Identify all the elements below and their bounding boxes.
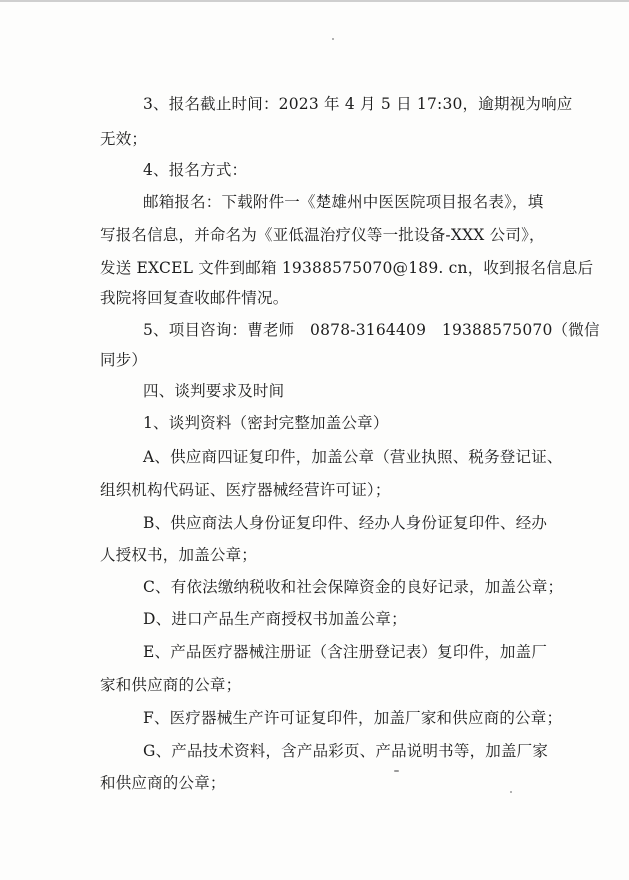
- text-line: 无效；: [100, 130, 148, 148]
- text-line: 发送 EXCEL 文件到邮箱 19388575070@189. cn，收到报名信息后: [100, 259, 594, 277]
- scan-speck: [510, 791, 512, 793]
- page-top-border: [0, 0, 629, 2]
- text-line: 5、项目咨询：曹老师 0878-3164409 19388575070（微信: [143, 321, 600, 339]
- text-line: 家和供应商的公章；: [100, 676, 242, 694]
- text-line: D、进口产品生产商授权书加盖公章；: [143, 610, 407, 628]
- text-line: 和供应商的公章；: [100, 774, 226, 792]
- text-line: 4、报名方式：: [143, 161, 248, 179]
- text-line: A、供应商四证复印件，加盖公章（营业执照、税务登记证、: [143, 448, 563, 466]
- text-line: B、供应商法人身份证复印件、经办人身份证复印件、经办: [143, 514, 548, 532]
- text-line: 同步）: [100, 351, 148, 369]
- scan-speck: [394, 770, 399, 772]
- text-line: 3、报名截止时间：2023 年 4 月 5 日 17:30，逾期视为响应: [143, 95, 573, 113]
- text-line: E、产品医疗器械注册证（含注册登记表）复印件，加盖厂: [143, 643, 548, 661]
- text-line: 组织机构代码证、医疗器械经营许可证）；: [100, 481, 391, 499]
- text-line: 人授权书，加盖公章；: [100, 546, 258, 564]
- scan-speck: [332, 38, 334, 40]
- text-line: 写报名信息，并命名为《亚低温治疗仪等一批设备-XXX 公司》，: [100, 226, 545, 244]
- text-line: F、医疗器械生产许可证复印件，加盖厂家和供应商的公章；: [143, 709, 563, 727]
- text-line: 1、谈判资料（密封完整加盖公章）: [143, 414, 389, 432]
- text-line: G、产品技术资料，含产品彩页、产品说明书等，加盖厂家: [143, 742, 549, 760]
- text-line: 我院将回复查收邮件情况。: [100, 289, 289, 307]
- text-line: C、有依法缴纳税收和社会保障资金的良好记录，加盖公章；: [143, 578, 564, 596]
- text-line: 邮箱报名：下载附件一《楚雄州中医医院项目报名表》，填: [143, 193, 544, 211]
- section-heading: 四、谈判要求及时间: [143, 382, 285, 400]
